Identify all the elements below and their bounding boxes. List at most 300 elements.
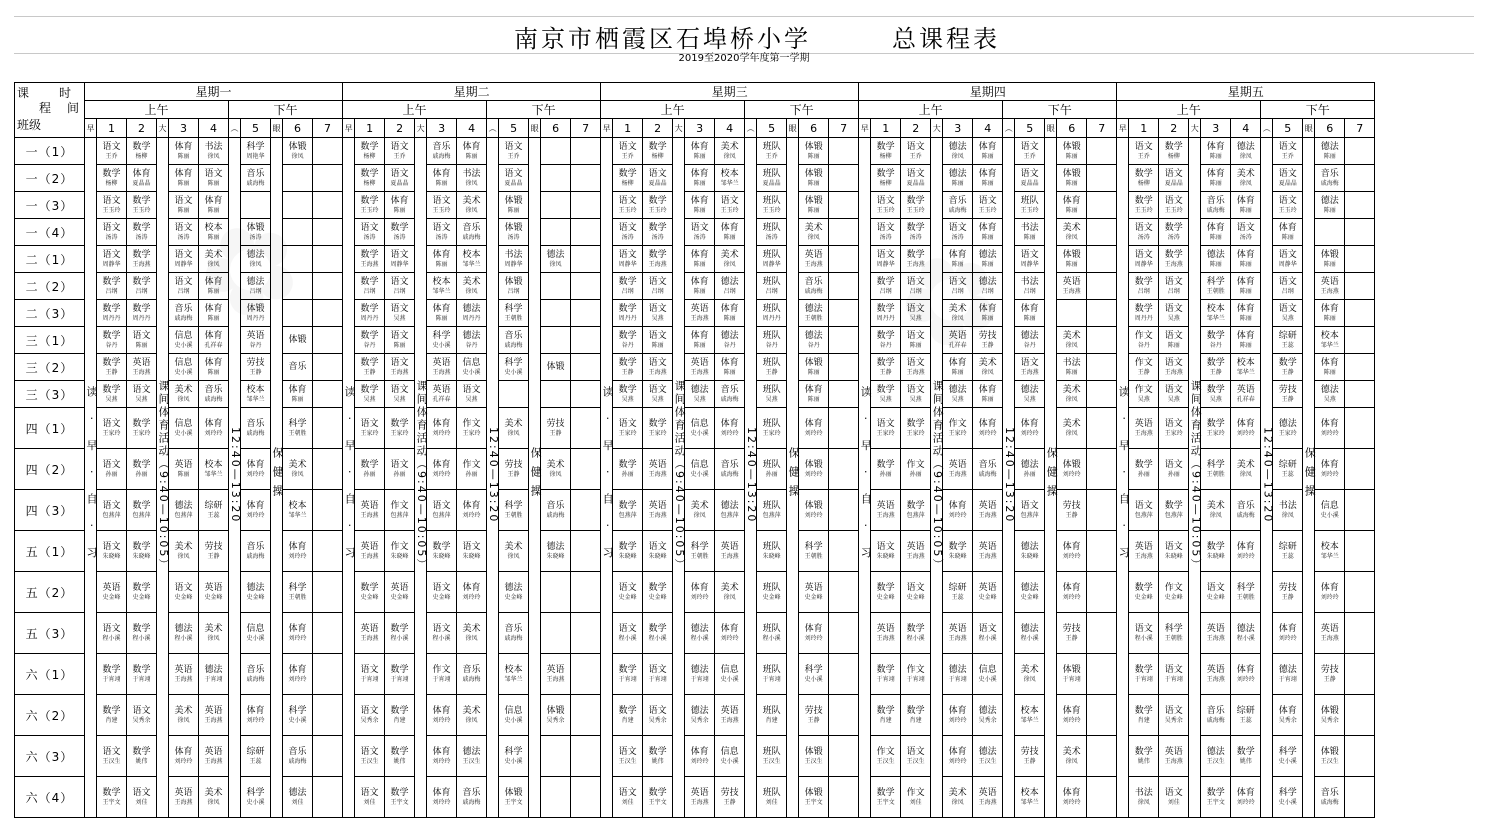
lesson-teacher: 陈丽 [693,179,706,187]
lesson-subject: 科学 [246,787,265,798]
lesson-teacher: 王汉生 [876,757,895,765]
lesson-cell [1345,192,1375,219]
lesson-cell [1057,219,1087,246]
lesson-subject: 体锻 [1062,664,1081,675]
lesson-subject: 校本 [1320,330,1339,341]
half-am: 上午 [343,101,487,119]
lesson-subject: 音乐 [204,384,223,395]
lesson-cell [829,654,859,695]
lesson-subject: 数学 [1134,276,1153,287]
lesson-subject: 德法 [174,623,193,634]
lesson-teacher: 王海燕 [204,757,223,765]
lesson-subject: 语文 [720,195,739,206]
lesson-cell [1345,408,1375,449]
lesson-teacher: 戚海梅 [288,757,307,765]
lesson-teacher: 王玉玲 [1134,206,1153,214]
lesson-subject: 语文 [1278,303,1297,314]
lesson-cell [97,300,127,327]
lesson-teacher: 王宇文 [504,798,523,806]
lesson-cell [1087,273,1117,300]
lesson-cell [799,165,829,192]
lesson-cell [571,654,601,695]
vertical-big [157,138,169,818]
lesson-teacher: 谷丹 [1137,341,1150,349]
lesson-teacher: 陈丽 [1323,368,1336,376]
lesson-subject: 数学 [648,249,667,260]
lesson-subject: 语文 [102,500,121,511]
lesson-teacher: 肖建 [105,716,118,724]
lesson-subject: 语文 [906,303,925,314]
lesson-cell [1057,300,1087,327]
lesson-subject: 体育 [1236,541,1255,552]
lesson-subject: 数学 [648,195,667,206]
lesson-cell [613,273,643,300]
lesson-cell [1201,219,1231,246]
lesson-teacher: 刘玲玲 [432,716,451,724]
lesson-subject: 信息 [174,418,193,429]
lesson-teacher: 史金峰 [1164,593,1183,601]
lesson-teacher: 王蕊 [1281,341,1294,349]
lesson-subject: 语文 [906,357,925,368]
lesson-cell [643,138,673,165]
half-pm: 下午 [487,101,601,119]
lesson-subject: 数学 [618,500,637,511]
lesson-cell [241,165,271,192]
lesson-subject: 数学 [1206,357,1225,368]
lesson-cell [97,192,127,219]
lesson-cell [427,777,457,818]
lesson-subject: 英语 [432,357,451,368]
lesson-teacher: 谷丹 [723,341,736,349]
lesson-teacher: 程小溪 [1134,634,1153,642]
lesson-teacher: 徐凤 [465,716,478,724]
lesson-cell [1345,613,1375,654]
lesson-cell [169,192,199,219]
lesson-cell [613,354,643,381]
lesson-subject: 数学 [1164,500,1183,511]
lesson-subject: 英语 [876,500,895,511]
vertical-eye [271,138,283,818]
lesson-cell [457,192,487,219]
lesson-teacher: 孙丽 [909,470,922,478]
lesson-cell [1273,192,1303,219]
lesson-cell [1345,246,1375,273]
lesson-cell [499,165,529,192]
lesson-teacher: 姚伟 [1137,757,1150,765]
lesson-subject: 综研 [1278,330,1297,341]
lesson-teacher: 陈丽 [951,179,964,187]
lesson-teacher: 包燕萍 [906,511,925,519]
lesson-cell [355,777,385,818]
lesson-subject: 美术 [1062,746,1081,757]
lesson-subject: 体育 [690,249,709,260]
lesson-teacher: 徐凤 [1239,179,1252,187]
lesson-teacher: 王家玲 [390,429,409,437]
lesson-teacher: 谷丹 [105,341,118,349]
lesson-subject: 作文 [462,418,481,429]
lesson-cell [973,381,1003,408]
lesson-cell [1345,736,1375,777]
lesson-cell [1345,381,1375,408]
lesson-cell [943,654,973,695]
lesson-teacher: 孙丽 [765,470,778,478]
lesson-subject: 数学 [876,787,895,798]
lesson-subject: 语文 [102,459,121,470]
lesson-cell [1057,613,1087,654]
lesson-cell [643,449,673,490]
period-eye: 眼 [1045,119,1057,138]
lesson-cell [1315,572,1345,613]
lesson-subject: 语文 [390,357,409,368]
lesson-subject: 体育 [1236,664,1255,675]
lesson-subject: 语文 [1134,623,1153,634]
period-p4: 4 [1231,119,1261,138]
lesson-teacher: 戚海梅 [1206,206,1225,214]
lesson-cell [199,531,229,572]
lesson-subject: 体育 [462,141,481,152]
lesson-teacher: 徐凤 [465,287,478,295]
lesson-subject: 语文 [618,787,637,798]
vertical-eye-text: 保健操 [787,447,801,504]
lesson-cell [355,490,385,531]
lesson-cell [715,613,745,654]
lesson-subject: 德法 [246,249,265,260]
lesson-cell [313,449,343,490]
lesson-cell [97,736,127,777]
lesson-cell [943,449,973,490]
class-label: 五（3） [15,613,85,654]
lesson-teacher: 于宵翊 [648,675,667,683]
lesson-subject: 数学 [876,168,895,179]
lesson-cell [427,138,457,165]
lesson-teacher: 王蕊 [249,757,262,765]
lesson-teacher: 程小溪 [432,634,451,642]
lesson-cell [283,246,313,273]
lesson-subject: 班队 [762,357,781,368]
lesson-cell [283,490,313,531]
day-header: 星期二 [343,83,601,101]
lesson-subject: 数学 [390,418,409,429]
lesson-teacher: 徐凤 [177,552,190,560]
lesson-subject: 数学 [1278,357,1297,368]
lesson-subject: 数学 [1206,541,1225,552]
lesson-subject: 语文 [462,384,481,395]
lesson-cell [313,246,343,273]
lesson-subject: 体育 [1278,623,1297,634]
lesson-teacher: 陈丽 [1209,260,1222,268]
lesson-cell [1345,449,1375,490]
lesson-teacher: 刘佳 [1167,798,1180,806]
lesson-teacher: 陈丽 [291,395,304,403]
lesson-subject: 作文 [1134,384,1153,395]
lesson-cell [283,613,313,654]
lesson-teacher: 吴秀余 [648,716,667,724]
lesson-teacher: 周丹丹 [876,314,895,322]
lesson-subject: 德法 [690,705,709,716]
lesson-cell [1201,613,1231,654]
lesson-subject: 体育 [288,664,307,675]
lesson-cell [973,777,1003,818]
lesson-teacher: 陈丽 [981,395,994,403]
lesson-cell [385,138,415,165]
lesson-cell [901,777,931,818]
lesson-subject: 英语 [876,623,895,634]
lesson-subject: 语文 [132,384,151,395]
period-big: 大 [673,119,685,138]
lesson-cell [1315,354,1345,381]
lesson-teacher: 徐凤 [465,206,478,214]
lesson-subject: 综研 [948,582,967,593]
lesson-teacher: 吴燕 [621,395,634,403]
period-p5: 5 [757,119,787,138]
lesson-subject: 科学 [1236,582,1255,593]
lesson-cell [283,300,313,327]
lesson-subject: 作文 [1164,582,1183,593]
lesson-cell [427,449,457,490]
lesson-subject: 体锻 [804,459,823,470]
lesson-subject: 科学 [288,418,307,429]
lesson-teacher: 汤涛 [693,233,706,241]
lesson-subject: 语文 [390,303,409,314]
lesson-cell [541,381,571,408]
lesson-teacher: 陈丽 [207,206,220,214]
lesson-teacher: 姚伟 [135,757,148,765]
lesson-cell [943,192,973,219]
lesson-teacher: 周静华 [1278,260,1297,268]
lesson-subject: 体锻 [504,222,523,233]
lesson-teacher: 史金峰 [762,593,781,601]
lesson-teacher: 汤涛 [393,233,406,241]
lesson-cell [385,695,415,736]
lesson-subject: 综研 [1236,705,1255,716]
lesson-subject: 语文 [618,195,637,206]
lesson-subject: 语文 [432,500,451,511]
lesson-subject: 德法 [204,664,223,675]
lesson-subject: 音乐 [1320,168,1339,179]
lesson-teacher: 周丹丹 [1134,314,1153,322]
lesson-teacher: 邹华兰 [1320,552,1339,560]
lesson-cell [1015,490,1045,531]
lesson-subject: 班队 [762,168,781,179]
lesson-subject: 数学 [948,541,967,552]
lesson-cell [943,273,973,300]
lesson-subject: 音乐 [246,168,265,179]
lesson-cell [829,449,859,490]
lesson-subject: 英语 [174,459,193,470]
lesson-cell [973,736,1003,777]
lesson-cell [1315,613,1345,654]
lesson-subject: 英语 [246,330,265,341]
lesson-cell [1015,165,1045,192]
lesson-teacher: 王乔 [765,152,778,160]
lesson-cell [943,381,973,408]
lesson-teacher: 徐凤 [465,634,478,642]
lesson-teacher: 邹华兰 [1320,341,1339,349]
lesson-subject: 体育 [690,168,709,179]
lesson-subject: 劳技 [1062,500,1081,511]
lesson-teacher: 陈丽 [807,206,820,214]
lesson-cell [1273,613,1303,654]
lesson-cell [829,613,859,654]
lesson-cell [457,449,487,490]
lesson-subject: 体锻 [1062,141,1081,152]
lesson-subject: 数学 [132,276,151,287]
lesson-cell [943,300,973,327]
lesson-cell [1315,327,1345,354]
lesson-teacher: 王静 [249,368,262,376]
lesson-teacher: 徐凤 [177,716,190,724]
lesson-teacher: 陈丽 [1281,233,1294,241]
lesson-cell [199,777,229,818]
lesson-subject: 语文 [132,787,151,798]
lesson-teacher: 王静 [1209,368,1222,376]
lesson-teacher: 戚海梅 [246,429,265,437]
lesson-cell [313,572,343,613]
lesson-subject: 科学 [504,500,523,511]
lesson-teacher: 孙丽 [135,470,148,478]
lesson-subject: 音乐 [246,418,265,429]
lesson-subject: 数学 [132,222,151,233]
lesson-teacher: 汤涛 [909,233,922,241]
lesson-subject: 科学 [804,541,823,552]
lesson-teacher: 史金峰 [432,593,451,601]
vertical-big [415,138,427,818]
lesson-subject: 科学 [504,357,523,368]
lesson-subject: 体育 [462,582,481,593]
lesson-teacher: 吴燕 [693,395,706,403]
lesson-cell [1345,654,1375,695]
lesson-teacher: 陈丽 [177,206,190,214]
period-big: 大 [1189,119,1201,138]
lesson-teacher: 王蕊 [1239,716,1252,724]
lesson-subject: 信息 [978,664,997,675]
period-p3: 3 [685,119,715,138]
lesson-subject: 数学 [432,541,451,552]
lesson-cell [799,531,829,572]
lesson-subject: 体育 [690,141,709,152]
lesson-subject: 体锻 [1062,168,1081,179]
lesson-subject: 体育 [720,357,739,368]
lesson-cell [613,246,643,273]
lesson-cell [571,246,601,273]
lesson-teacher: 于宵翊 [1134,675,1153,683]
lesson-cell [799,273,829,300]
lesson-subject: 数学 [906,249,925,260]
lesson-cell [871,572,901,613]
lesson-teacher: 邹华兰 [1020,716,1039,724]
lesson-subject: 体锻 [504,195,523,206]
lesson-subject: 劳技 [504,459,523,470]
lesson-cell [427,246,457,273]
lesson-teacher: 戚海梅 [462,675,481,683]
lesson-cell [97,695,127,736]
lesson-teacher: 戚海梅 [504,634,523,642]
lesson-subject: 音乐 [804,276,823,287]
lesson-teacher: 陈丽 [393,341,406,349]
lesson-teacher: 孔祥春 [948,341,967,349]
lesson-cell [97,654,127,695]
lesson-cell [1087,490,1117,531]
lesson-cell [901,531,931,572]
lesson-cell [199,192,229,219]
lesson-subject: 语文 [1278,195,1297,206]
lesson-teacher: 于宵翊 [948,675,967,683]
lesson-teacher: 戚海梅 [246,179,265,187]
lesson-subject: 语文 [174,276,193,287]
lesson-subject: 数学 [102,303,121,314]
lesson-cell [799,354,829,381]
vertical-early [1117,138,1129,818]
lesson-subject: 语文 [876,249,895,260]
lesson-cell [127,273,157,300]
lesson-teacher: 徐凤 [177,395,190,403]
lesson-teacher: 戚海梅 [204,395,223,403]
lesson-cell [1231,165,1261,192]
lesson-teacher: 程小溪 [618,634,637,642]
lesson-cell [97,490,127,531]
vertical-open [1003,138,1015,818]
lesson-subject: 语文 [132,330,151,341]
lesson-cell [541,300,571,327]
lesson-teacher: 王海燕 [648,260,667,268]
lesson-subject: 体育 [432,459,451,470]
lesson-teacher: 王乔 [621,152,634,160]
lesson-cell [499,449,529,490]
lesson-subject: 德法 [1020,384,1039,395]
lesson-cell [715,246,745,273]
lesson-teacher: 徐凤 [507,429,520,437]
day-header: 星期一 [85,83,343,101]
half-am: 上午 [85,101,229,119]
lesson-cell [457,531,487,572]
lesson-cell [355,654,385,695]
lesson-cell [499,777,529,818]
lesson-cell [829,777,859,818]
lesson-cell [757,572,787,613]
lesson-subject: 数学 [360,141,379,152]
lesson-subject: 英语 [132,357,151,368]
lesson-teacher: 夏晶晶 [132,179,151,187]
lesson-subject: 数学 [132,418,151,429]
lesson-cell [1345,138,1375,165]
lesson-teacher: 陈丽 [1239,206,1252,214]
lesson-teacher: 王静 [507,470,520,478]
lesson-subject: 数学 [906,222,925,233]
lesson-subject: 美术 [720,582,739,593]
lesson-teacher: 王玉玲 [906,206,925,214]
lesson-subject: 英语 [204,705,223,716]
lesson-teacher: 包燕萍 [102,511,121,519]
lesson-subject: 科学 [1206,459,1225,470]
lesson-subject: 语文 [906,276,925,287]
lesson-cell [1201,300,1231,327]
lesson-teacher: 周丹丹 [762,314,781,322]
lesson-teacher: 史小溪 [690,470,709,478]
lesson-cell [973,695,1003,736]
lesson-subject: 信息 [504,705,523,716]
lesson-subject: 德法 [1020,582,1039,593]
lesson-cell [241,777,271,818]
lesson-teacher: 徐凤 [723,152,736,160]
lesson-teacher: 王玉玲 [1164,206,1183,214]
lesson-subject: 英语 [648,500,667,511]
lesson-cell [1345,490,1375,531]
lesson-subject: 数学 [102,330,121,341]
lesson-cell [715,273,745,300]
lesson-teacher: 肖建 [765,716,778,724]
lesson-subject: 英语 [1236,384,1255,395]
lesson-teacher: 陈丽 [393,206,406,214]
